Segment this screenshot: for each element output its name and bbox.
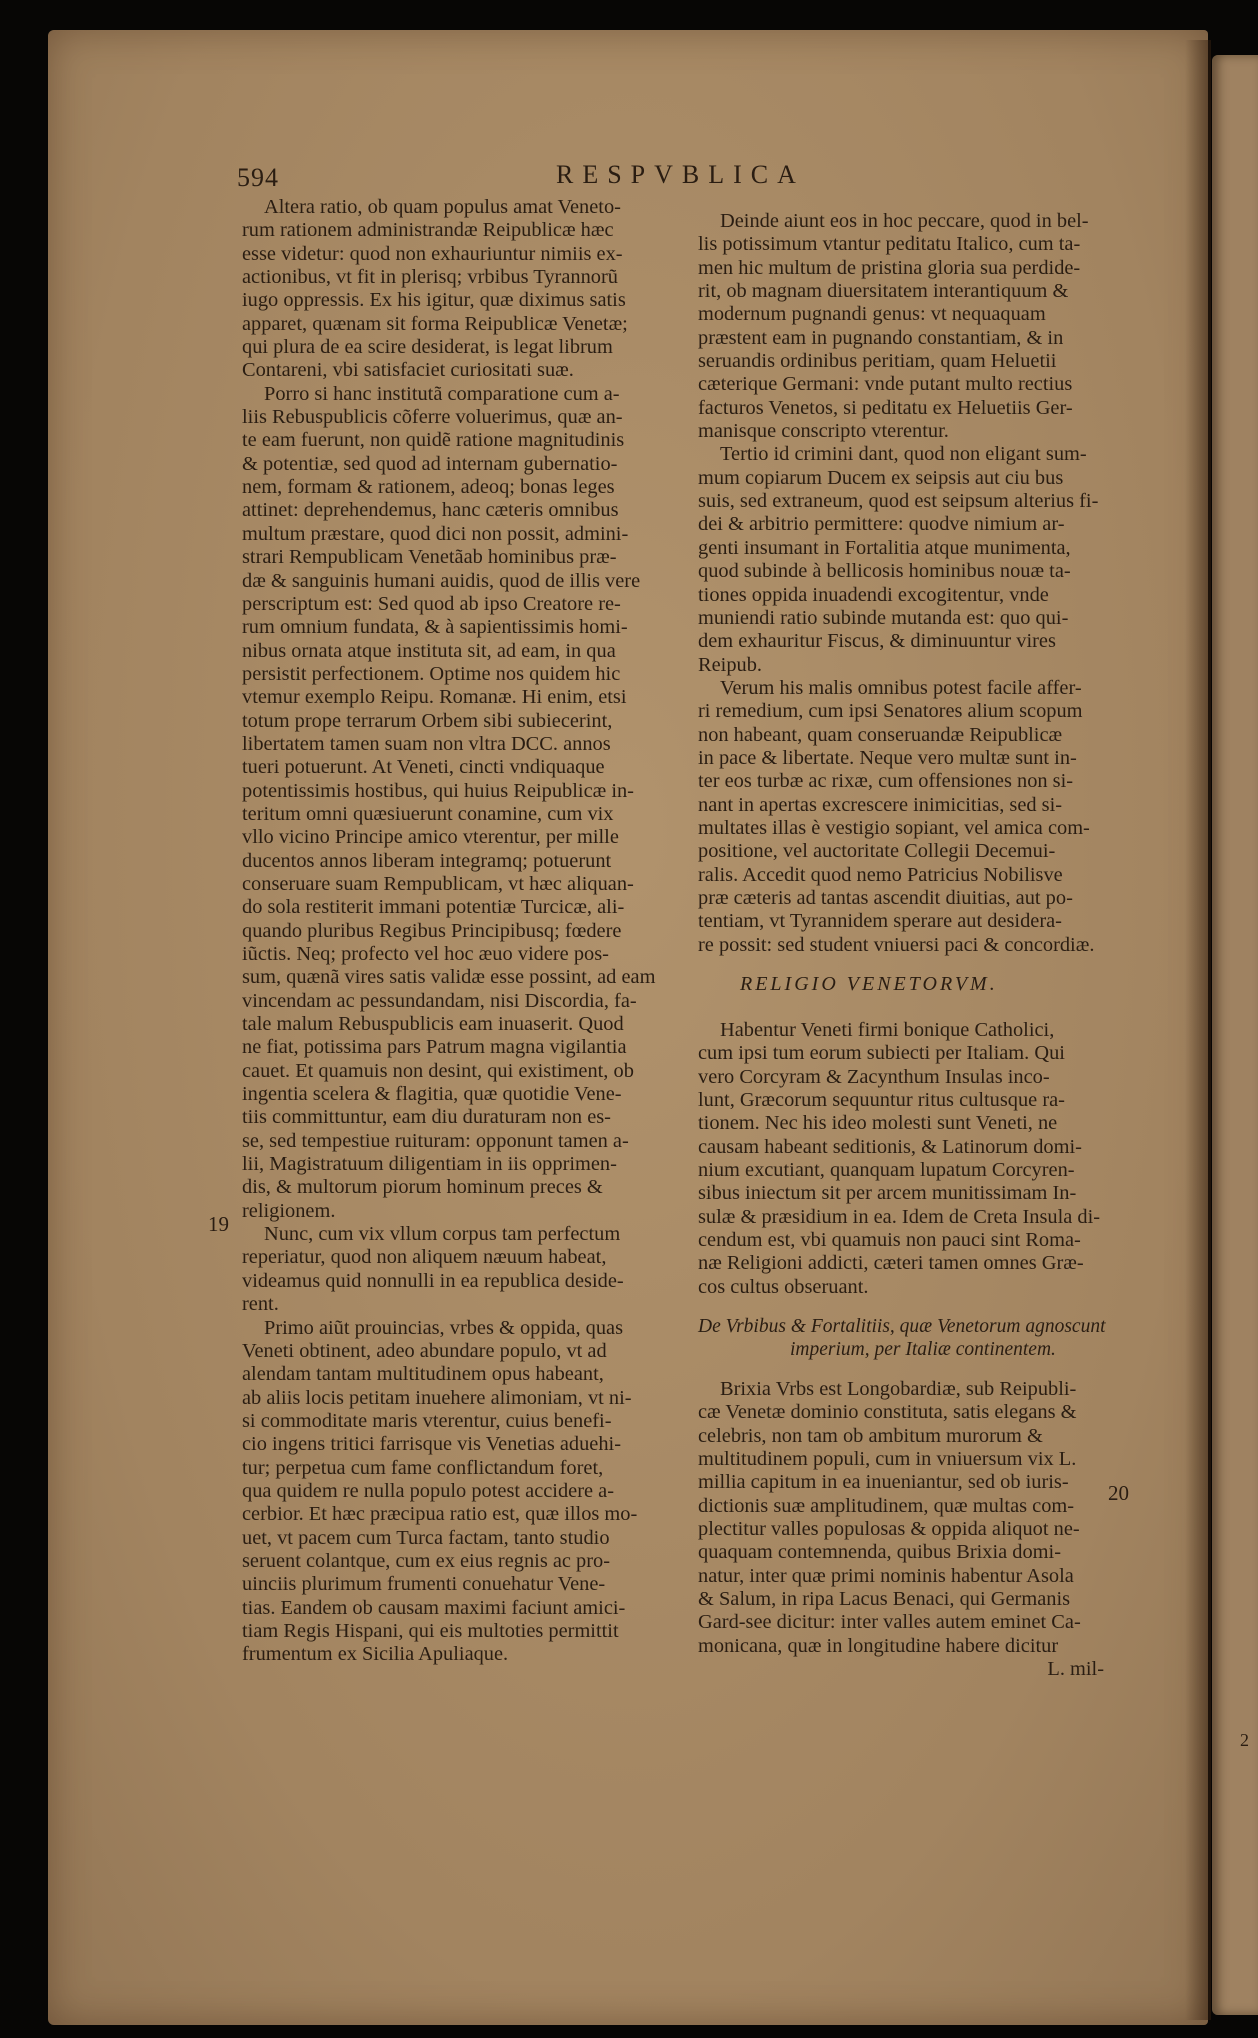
paragraph-line: in pace & libertate. Neque vero multæ sunt in- xyxy=(698,746,1077,769)
paragraph-line: tentiam, vt Tyrannidem sperare aut desidera- xyxy=(698,910,1062,933)
paragraph-line: uet, vt pacem cum Turca factam, tanto studio xyxy=(242,1526,610,1549)
paragraph-line: multates illas è vestigio sopiant, vel amica com- xyxy=(698,816,1090,839)
paragraph-line: cio ingens tritici farrisque vis Venetias aduehi- xyxy=(242,1433,622,1456)
paragraph-line: Porro si hanc institutã comparatione cum a- xyxy=(264,382,620,405)
paragraph-line: genti insumant in Fortalitia atque munimenta, xyxy=(698,536,1071,559)
paragraph-line: liis Rebuspublicis cõferre voluerimus, quæ an- xyxy=(242,406,623,429)
paragraph-line: tionem. Nec his ideo molesti sunt Veneti, ne xyxy=(698,1112,1058,1135)
paragraph-line: cendum est, vbi quamuis non pauci sint Roma- xyxy=(698,1229,1081,1252)
paragraph-line: ingentia scelera & flagitia, quæ quotidie Vene- xyxy=(242,1083,622,1106)
paragraph-line: ter eos turbæ ac rixæ, cum offensiones non si- xyxy=(698,770,1074,793)
paragraph-line: perscriptum est: Sed quod ab ipso Creatore re- xyxy=(242,592,621,615)
paragraph-line: reperiatur, quod non aliquem næuum habeat, xyxy=(242,1246,607,1269)
paragraph-line: libertatem tamen suam non vltra DCC. annos xyxy=(242,732,611,755)
left-text-column xyxy=(242,196,672,1667)
paragraph-line: non habeant, quam conseruandæ Reipublicæ xyxy=(698,723,1063,746)
paragraph-line: cæterique Germani: vnde putant multo rectius xyxy=(698,373,1073,396)
paragraph-line: cum ipsi tum eorum subiecti per Italiam. Qui xyxy=(698,1042,1065,1065)
paragraph-line: Reipub. xyxy=(698,653,762,676)
paragraph-line: positione, vel auctoritate Collegii Decemui- xyxy=(698,840,1056,863)
paragraph-line: monicana, quæ in longitudine habere dicitur xyxy=(698,1634,1059,1657)
paragraph-line: do sola restiterit immani potentiæ Turcicæ, ali- xyxy=(242,896,625,919)
paragraph-line: Verum his malis omnibus potest facile affer- xyxy=(720,676,1082,699)
paragraph-line: vero Corcyram & Zacynthum Insulas inco- xyxy=(698,1065,1050,1088)
paragraph-line: alendam tantam multitudinem opus habeant, xyxy=(242,1363,604,1386)
page-number: 594 xyxy=(237,163,279,192)
paragraph-line: rent. xyxy=(242,1293,279,1316)
paragraph-line: uinciis plurimum frumenti conuehatur Vene- xyxy=(242,1573,606,1596)
paragraph-line: si commoditate maris vterentur, cuius benefi- xyxy=(242,1409,612,1432)
paragraph-line: cerbior. Et hæc præcipua ratio est, quæ illos mo- xyxy=(242,1503,638,1526)
paragraph-line: nibus ornata atque instituta sit, ad eam, in qua xyxy=(242,639,616,662)
adjacent-page-margin-number: 2 xyxy=(1240,1730,1249,1750)
paragraph-line: seruandis ordinibus peritiam, quam Heluetii xyxy=(698,350,1057,373)
paragraph-line: frumentum ex Sicilia Apuliaque. xyxy=(242,1643,509,1666)
paragraph-line: rum rationem administrandæ Reipublicæ hæc xyxy=(242,219,614,242)
paragraph-line: muniendi ratio subinde mutanda est: quo qui- xyxy=(698,606,1069,629)
paragraph-line: vllo vicino Principe amico vterentur, per mille xyxy=(242,826,619,849)
paragraph-line: celebris, non tam ob ambitum murorum & xyxy=(698,1424,1043,1447)
spacer xyxy=(698,1362,1118,1378)
paragraph-line: plectitur valles populosas & oppida aliquot ne- xyxy=(698,1517,1080,1540)
paragraph-line: sum, quænã vires satis validæ esse possint, ad eam xyxy=(242,966,656,989)
paragraph-line: dictionis suæ amplitudinem, quæ multas com- xyxy=(698,1494,1075,1517)
adjacent-page-edge xyxy=(1212,55,1258,2015)
paragraph-line: men hic multum de pristina gloria sua perdide- xyxy=(698,256,1081,279)
spacer xyxy=(698,1299,1118,1315)
paragraph-line: Nunc, cum vix vllum corpus tam perfectum xyxy=(264,1223,621,1246)
paragraph-line: & potentiæ, sed quod ad internam gubernatio- xyxy=(242,452,618,475)
paragraph-line: dæ & sanguinis humani auidis, quod de illis vere xyxy=(242,569,641,592)
paragraph-line: natur, inter quæ primi nominis habentur Asola xyxy=(698,1564,1074,1587)
paragraph-line: religionem. xyxy=(242,1199,336,1222)
paragraph-line: nant in apertas excrescere inimicitias, sed si- xyxy=(698,793,1063,816)
paragraph-line: Contareni, vbi satisfaciet curiositati suæ. xyxy=(242,359,574,382)
paragraph-line: potentissimis hostibus, qui huius Reipublicæ in- xyxy=(242,779,634,802)
section-heading-cities-cont: imperium, per Italiæ continentem. xyxy=(790,1339,1056,1361)
paragraph-line: ducentos annos liberam integramq; potuerunt xyxy=(242,849,612,872)
paragraph-line: vincendam ac pessundandam, nisi Discordia, fa- xyxy=(242,989,637,1012)
paragraph-line: quod subinde à bellicosis hominibus nouæ ta- xyxy=(698,560,1071,583)
paragraph-line: iũctis. Neq; profecto vel hoc æuo videre pos- xyxy=(242,943,609,965)
paragraph-line: esse videtur: quod non exhauriuntur nimiis ex- xyxy=(242,242,623,265)
paragraph-line: apparet, quænam sit forma Reipublicæ Venetæ; xyxy=(242,312,628,335)
paragraph-line: manisque conscripto vterentur. xyxy=(698,420,949,443)
paragraph-line: facturos Venetos, si peditatu ex Heluetiis Ger- xyxy=(698,396,1073,419)
paragraph-line: multum præstare, quod dici non possit, admini- xyxy=(242,522,629,545)
paragraph-line: nem, formam & rationem, adeoq; bonas leges xyxy=(242,476,615,499)
paragraph-line: conseruare suam Rempublicam, vt hæc aliquan- xyxy=(242,872,634,895)
paragraph-line: se, sed tempestiue ruituram: opponunt tamen a- xyxy=(242,1129,629,1152)
paragraph-line: dis, & multorum piorum hominum preces & xyxy=(242,1176,603,1199)
paragraph-line: Deinde aiunt eos in hoc peccare, quod in bel- xyxy=(720,210,1089,232)
paragraph-line: lii, Magistratuum diligentiam in iis opprimen- xyxy=(242,1153,617,1176)
paragraph-line: persistit perfectionem. Optime nos quidem hic xyxy=(242,662,621,685)
paragraph-line: dei & arbitrio permittere: quodve nimium ar- xyxy=(698,513,1065,536)
paragraph-line: lis potissimum vtantur peditatu Italico, cum ta- xyxy=(698,233,1081,256)
paragraph-line: videamus quid nonnulli in ea republica deside- xyxy=(242,1269,624,1292)
paragraph-line: actionibus, vt fit in plerisq; vrbibus Tyrannorũ xyxy=(242,266,618,289)
paragraph-line: rit, ob magnam diuersitatem interantiquum & xyxy=(698,280,1069,303)
paragraph-line: vtemur exemplo Reipu. Romanæ. Hi enim, etsi xyxy=(242,686,627,709)
paragraph-line: causam habeant seditionis, & Latinorum domi- xyxy=(698,1135,1082,1158)
paragraph-line: dem exhauritur Fiscus, & diminuuntur vires xyxy=(698,630,1056,653)
paragraph-line: seruent colantque, cum ex eius regnis ac pro- xyxy=(242,1549,611,1572)
paragraph-line: qui plura de ea scire desiderat, is legat librum xyxy=(242,336,613,359)
page-gutter-shadow xyxy=(1185,40,1211,2020)
paragraph-line: ri remedium, cum ipsi Senatores alium scopum xyxy=(698,700,1083,723)
paragraph-line: iugo oppressis. Ex his igitur, quæ diximus satis xyxy=(242,289,626,312)
paragraph-line: millia capitum in ea inueniantur, sed ob iuris- xyxy=(698,1471,1069,1494)
paragraph-line: tale malum Rebuspublicis eam inuaserit. Quod xyxy=(242,1013,624,1036)
paragraph-line: mum copiarum Ducem ex seipsis aut ciu bus xyxy=(698,466,1064,489)
right-text-column xyxy=(698,210,1118,1681)
paragraph-line: re possit: sed student vniuersi paci & concordiæ. xyxy=(698,933,1095,956)
paragraph-line: cæ Venetæ dominio constituta, satis elegans & xyxy=(698,1401,1077,1424)
paragraph-line: Veneti obtinent, adeo abundare populo, vt ad xyxy=(242,1339,607,1362)
paragraph-line: næ Religioni addicti, cæteri tamen omnes Græ- xyxy=(698,1252,1084,1275)
paragraph-line: quaquam contemnenda, quibus Brixia domi- xyxy=(698,1541,1061,1564)
paragraph-line: ne fiat, potissima pars Patrum magna vigilantia xyxy=(242,1036,627,1059)
paragraph-line: præ cæteris ad tantas ascendit diuitias, aut po- xyxy=(698,886,1073,909)
paragraph-line: totum prope terrarum Orbem sibi subiecerint, xyxy=(242,709,613,732)
paragraph-line: nium excutiant, quanquam lupatum Corcyren- xyxy=(698,1159,1075,1182)
paragraph-line: suis, sed extraneum, quod est seipsum alterius fi- xyxy=(698,490,1099,513)
paragraph-line: modernum pugnandi genus: vt nequaquam xyxy=(698,303,1046,326)
spacer xyxy=(698,997,1118,1019)
paragraph-line: teritum omni quæsiuerunt conamine, cum vix xyxy=(242,802,614,825)
paragraph-line: tiones oppida inuadendi excogitentur, vnde xyxy=(698,583,1049,606)
paragraph-line: Primo aiũt prouincias, vrbes & oppida, quas xyxy=(264,1316,624,1339)
paragraph-line: & Salum, in ripa Lacus Benaci, qui Germanis xyxy=(698,1587,1071,1610)
paragraph-line: tiis committuntur, eam diu duraturam non es- xyxy=(242,1106,611,1129)
spacer xyxy=(698,957,1118,973)
paragraph-line: Habentur Veneti firmi bonique Catholici, xyxy=(720,1019,1055,1041)
paragraph-line: te eam fuerunt, non quidẽ ratione magnitudinis xyxy=(242,429,625,452)
paragraph-line: Gard-see dicitur: inter valles autem eminet Ca- xyxy=(698,1611,1081,1634)
paragraph-line: tur; perpetua cum fame conflictandum foret, xyxy=(242,1456,604,1479)
paragraph-line: strari Rempublicam Venetãab hominibus præ- xyxy=(242,546,617,569)
paragraph-line: tiam Regis Hispani, qui eis multoties permittit xyxy=(242,1619,619,1642)
paragraph-line: sibus iniectum sit per arcem munitissimam In- xyxy=(698,1182,1077,1205)
paragraph-line: quando pluribus Regibus Principibusq; fœdere xyxy=(242,919,622,942)
catchword: L. mil- xyxy=(1047,1657,1104,1680)
margin-note-right: 20 xyxy=(1108,1481,1129,1505)
section-heading-religion: RELIGIO VENETORVM. xyxy=(740,973,998,995)
paragraph-line: ab aliis locis petitam inuehere alimoniam, vt ni- xyxy=(242,1386,632,1409)
paragraph-line: multitudinem populi, cum in vniuersum vix L. xyxy=(698,1447,1077,1470)
paragraph-line: cos cultus obseruant. xyxy=(698,1275,869,1298)
running-title: RESPVBLICA xyxy=(556,160,805,189)
paragraph-line: attinet: deprehendemus, hanc cæteris omnibus xyxy=(242,499,619,522)
paragraph-line: ralis. Accedit quod nemo Patricius Nobilisve xyxy=(698,863,1063,886)
paragraph-line: lunt, Græcorum sequuntur ritus cultusque ra- xyxy=(698,1089,1065,1112)
paragraph-line: Brixia Vrbs est Longobardiæ, sub Reipubli- xyxy=(720,1377,1077,1400)
paragraph-line: Altera ratio, ob quam populus amat Veneto- xyxy=(264,196,621,218)
margin-note-left: 19 xyxy=(208,1212,229,1236)
paragraph-line: tueri potuerunt. At Veneti, cincti vndiquaque xyxy=(242,756,605,779)
paragraph-line: præstent eam in pugnando constantiam, & in xyxy=(698,326,1064,349)
paragraph-line: tias. Eandem ob causam maximi faciunt amici- xyxy=(242,1596,626,1619)
paragraph-line: qua quidem re nulla populo potest accidere a- xyxy=(242,1479,614,1502)
paragraph-line: sulæ & præsidium in ea. Idem de Creta Insula di- xyxy=(698,1205,1101,1228)
section-heading-cities: De Vrbibus & Fortalitiis, quæ Venetorum agnoscunt xyxy=(698,1316,1106,1338)
paragraph-line: cauet. Et quamuis non desint, qui existiment, ob xyxy=(242,1059,634,1082)
paragraph-line: Tertio id crimini dant, quod non eligant sum- xyxy=(720,443,1087,466)
paragraph-line: rum omnium fundata, & à sapientissimis homi- xyxy=(242,616,628,639)
